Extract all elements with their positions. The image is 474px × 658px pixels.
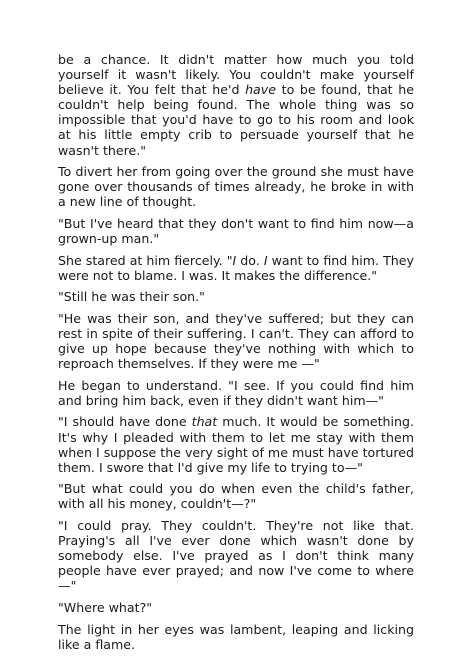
text-run: "He was their son, and they've suffered; but they can rest in spite of their suffering. I can't. They can afford to give up hope because they've nothing with which to reproach themselves. If they were me —"	[58, 310, 414, 372]
text-run: To divert her from going over the ground she must have gone over thousands of times already, he broke in with a new line of thought.	[58, 164, 414, 210]
paragraph	[58, 216, 414, 246]
paragraph	[58, 518, 414, 593]
text-run: do.	[236, 252, 264, 268]
paragraph	[58, 253, 414, 283]
text-run: want to find him. They were not to blame. I was. It makes the difference."	[58, 252, 414, 283]
text-run: She stared at him fiercely. "	[58, 252, 233, 268]
text-run: "I should have done	[58, 414, 192, 430]
text-run: to be found, that he couldn't help being found. The whole thing was so impossible that you'd have to go to his room and look at his little empty crib to persuade yourself that he wasn't there."	[58, 82, 414, 158]
italic-text: I	[263, 252, 268, 268]
text-run: "Still he was their son."	[58, 289, 205, 305]
text-run: "But I've heard that they don't want to find him now—a grown-up man."	[58, 215, 414, 247]
paragraph	[58, 311, 414, 371]
italic-text: that	[191, 414, 218, 430]
italic-text: I	[232, 252, 237, 268]
italic-text: have	[245, 82, 276, 98]
text-run: "But what could you do when even the child's father, with all his money, couldn't—?"	[58, 481, 414, 512]
paragraph	[58, 481, 414, 511]
text-run: "I could pray. They couldn't. They're not like that. Praying's all I've ever done which wasn't done by somebody else. I've prayed as I don't think many people have ever prayed; and now I've come to where—"	[58, 518, 414, 594]
text-run: He began to understand. "I see. If you could find him and bring him back, even if they didn't want him—"	[58, 377, 414, 408]
paragraph	[58, 289, 414, 304]
book-page	[58, 52, 414, 658]
text-run: The light in her eyes was lambent, leaping and licking like a flame.	[58, 621, 414, 652]
paragraph	[58, 414, 414, 474]
paragraph	[58, 52, 414, 158]
paragraph	[58, 164, 414, 209]
text-run: much. It would be something. It's why I pleaded with them to let me stay with them when I suppose the very sight of me must have tortured them. I swore that I'd give my life to trying to—"	[58, 414, 414, 475]
paragraph	[58, 378, 414, 408]
text-run: "Where what?"	[58, 600, 153, 615]
text-run: be a chance. It didn't matter how much you told yourself it wasn't likely. You couldn't make yourself believe it. You felt that he'd	[58, 52, 414, 98]
paragraph	[58, 622, 414, 652]
